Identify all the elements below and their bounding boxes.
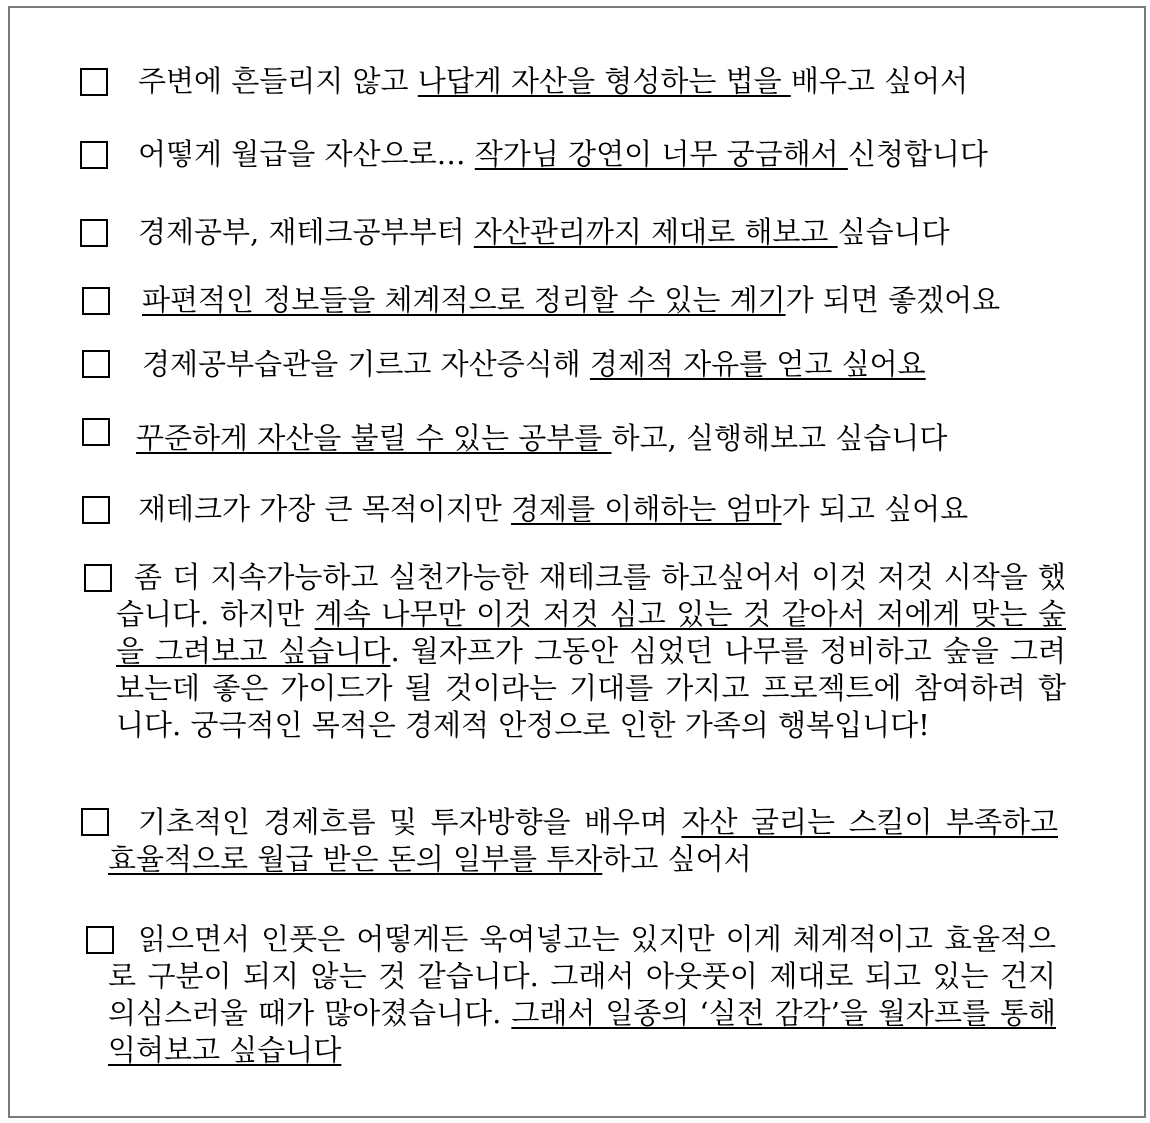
text-segment: 신청합니다 xyxy=(847,137,988,171)
underlined-text-segment: 경제를 이해하는 엄마 xyxy=(511,492,782,526)
text-segment: 경제공부습관을 기르고 자산증식해 xyxy=(142,347,590,381)
checkbox-9[interactable] xyxy=(81,808,109,836)
survey-item-1 xyxy=(138,63,968,100)
checkbox-2[interactable] xyxy=(80,141,108,169)
text-segment: 주변에 흔들리지 않고 xyxy=(138,64,418,98)
text-segment: 가 되고 싶어요 xyxy=(781,492,969,526)
underlined-text-segment: 작가님 강연이 너무 궁금해서 xyxy=(474,137,848,171)
underlined-text-segment: 꾸준하게 자산을 불릴 수 있는 공부를 xyxy=(136,421,612,455)
text-segment: 좀 더 지속가능하고 실천가능한 재테크를 하고싶어서 이것 저것 시작을 했습니다. 하지만 xyxy=(116,560,1066,631)
text-segment: 배우고 싶어서 xyxy=(790,64,969,98)
text-segment: 하고, 실행해보고 싶습니다 xyxy=(611,421,948,455)
survey-item-6 xyxy=(136,420,947,457)
checkbox-8[interactable] xyxy=(84,564,112,592)
text-segment: 읽으면서 인풋은 어떻게든 욱여넣고는 있지만 이게 체계적이고 효율적으로 구분이 되지 않는 것 같습니다. 그래서 아웃풋이 제대로 되고 있는 건지 의심스러울 때가 많아졌습니다. xyxy=(108,922,1056,1030)
checkbox-6[interactable] xyxy=(82,418,110,446)
text-segment: 가 되면 좋겠어요 xyxy=(785,283,1001,317)
checkbox-1[interactable] xyxy=(80,68,108,96)
survey-item-3 xyxy=(138,214,950,251)
underlined-text-segment: 그래서 일종의 ‘실전 감각’을 월자프를 통해 익혀보고 싶습니다 xyxy=(108,996,1056,1067)
text-segment: 재테크가 가장 큰 목적이지만 xyxy=(138,492,512,526)
checkbox-4[interactable] xyxy=(82,287,110,315)
survey-item-10 xyxy=(108,921,1056,1069)
survey-item-2 xyxy=(138,136,988,173)
text-segment: . 월자프가 그동안 심었던 나무를 정비하고 숲을 그려보는데 좋은 가이드가 될 것이라는 기대를 가지고 프로젝트에 참여하려 합니다. 궁극적인 목적은 경제적 안정으로 인한 가족의 행복입니다! xyxy=(116,634,1066,742)
underlined-text-segment: 자산관리까지 제대로 해보고 xyxy=(473,215,838,249)
survey-item-5 xyxy=(142,346,926,383)
checkbox-7[interactable] xyxy=(82,496,110,524)
survey-item-7 xyxy=(138,491,968,528)
checkbox-3[interactable] xyxy=(80,219,108,247)
underlined-text-segment: 파편적인 정보들을 체계적으로 정리할 수 있는 계기 xyxy=(142,283,786,317)
survey-item-9 xyxy=(108,804,1058,878)
underlined-text-segment: 경제적 자유를 얻고 싶어요 xyxy=(589,347,926,381)
text-segment: 하고 싶어서 xyxy=(602,842,752,876)
survey-item-8 xyxy=(116,559,1066,744)
text-segment: 싶습니다 xyxy=(837,215,950,249)
checkbox-5[interactable] xyxy=(82,350,110,378)
text-segment: 어떻게 월급을 자산으로… xyxy=(138,137,475,171)
survey-item-4 xyxy=(142,282,1000,319)
text-segment: 기초적인 경제흐름 및 투자방향을 배우며 xyxy=(138,805,682,839)
underlined-text-segment: 계속 나무만 이것 저것 심고 있는 것 같아서 저에게 맞는 숲을 그려보고 싶습니다 xyxy=(116,597,1066,668)
text-segment: 경제공부, 재테크공부부터 xyxy=(138,215,474,249)
underlined-text-segment: 자산 굴리는 스킬이 부족하고 효율적으로 월급 받은 돈의 일부를 투자 xyxy=(108,805,1058,876)
underlined-text-segment: 나답게 자산을 형성하는 법을 xyxy=(417,64,791,98)
